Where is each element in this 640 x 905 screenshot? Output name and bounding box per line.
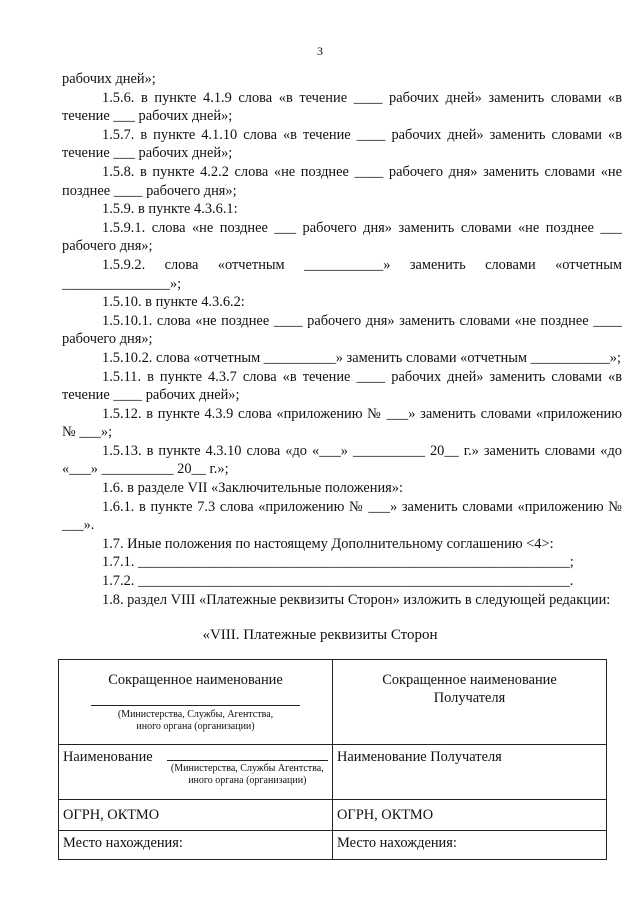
paragraph-2: 1.5.7. в пункте 4.1.10 слова «в течение ____ рабочих дней» заменить словами «в течение ___ рабочих дней»; bbox=[62, 126, 622, 162]
name-underline bbox=[167, 760, 328, 761]
table-cell bbox=[59, 831, 333, 860]
name-underline-block bbox=[167, 748, 328, 787]
table-cell bbox=[59, 800, 333, 831]
table-cell bbox=[59, 745, 333, 800]
table-cell bbox=[333, 660, 607, 745]
paragraph-3: 1.5.8. в пункте 4.2.2 слова «не позднее ____ рабочего дня» заменить словами «не позднее ____ рабочего дня»; bbox=[62, 163, 622, 199]
paragraph-6: 1.5.9.2. слова «отчетным ___________» заменить словами «отчетным _______________»; bbox=[62, 256, 622, 292]
page-number: 3 bbox=[317, 44, 323, 58]
table-row bbox=[59, 831, 607, 860]
table-row bbox=[59, 745, 607, 800]
recipient-location-label: Место нахождения: bbox=[337, 835, 457, 851]
recipient-ogrn-oktmo-label: ОГРН, ОКТМО bbox=[337, 807, 434, 823]
paragraph-16: 1.7.1. ____________________________________________________________; bbox=[102, 554, 574, 571]
paragraph-18: 1.8. раздел VIII «Платежные реквизиты Сторон» изложить в следующей редакции: bbox=[102, 591, 611, 608]
paragraph-8: 1.5.10.1. слова «не позднее ____ рабочего дня» заменить словами «не позднее ____ рабочего дня»; bbox=[62, 312, 622, 348]
paragraph-5: 1.5.9.1. слова «не позднее ___ рабочего дня» заменить словами «не позднее ___ рабочего дня»; bbox=[62, 219, 622, 255]
short-name-note: (Министерства, Службы, Агентства, иного органа (организации) bbox=[117, 709, 274, 732]
paragraph-14: 1.6.1. в пункте 7.3 слова «приложению № ___» заменить словами «приложению № ___». bbox=[62, 498, 622, 534]
table-row bbox=[59, 660, 607, 745]
paragraph-15: 1.7. Иные положения по настоящему Дополнительному соглашению <4>: bbox=[102, 535, 554, 552]
paragraph-4: 1.5.9. в пункте 4.3.6.1: bbox=[102, 201, 238, 218]
paragraph-7: 1.5.10. в пункте 4.3.6.2: bbox=[102, 294, 245, 311]
section-title: «VIII. Платежные реквизиты Сторон bbox=[202, 627, 438, 643]
recipient-short-name-label: Сокращенное наименование Получателя bbox=[382, 672, 557, 706]
name-row bbox=[63, 748, 328, 787]
table-row bbox=[59, 800, 607, 831]
requisites-table bbox=[58, 659, 607, 860]
paragraph-1: 1.5.6. в пункте 4.1.9 слова «в течение ____ рабочих дней» заменить словами «в течение ___ рабочих дней»; bbox=[62, 89, 622, 125]
paragraph-17: 1.7.2. ____________________________________________________________. bbox=[102, 573, 574, 590]
table-cell bbox=[333, 831, 607, 860]
paragraph-0: рабочих дней»; bbox=[62, 71, 156, 87]
table-cell bbox=[333, 745, 607, 800]
paragraph-10: 1.5.11. в пункте 4.3.7 слова «в течение ____ рабочих дней» заменить словами «в течение ____ рабочих дней»; bbox=[62, 368, 622, 404]
ogrn-oktmo-label: ОГРН, ОКТМО bbox=[63, 807, 160, 823]
recipient-name-label: Наименование Получателя bbox=[337, 749, 502, 765]
name-label: Наименование bbox=[63, 749, 153, 765]
paragraph-12: 1.5.13. в пункте 4.3.10 слова «до «___» __________ 20__ г.» заменить словами «до «___» __________ 20__ г.»; bbox=[62, 442, 622, 478]
short-name-underline bbox=[91, 705, 300, 706]
table-cell bbox=[333, 800, 607, 831]
name-note: (Министерства, Службы Агентства, иного органа (организации) bbox=[170, 763, 324, 786]
paragraph-11: 1.5.12. в пункте 4.3.9 слова «приложению № ___» заменить словами «приложению № ___»; bbox=[62, 405, 622, 441]
paragraph-13: 1.6. в разделе VII «Заключительные положения»: bbox=[102, 480, 403, 497]
document-body bbox=[62, 70, 622, 609]
location-label: Место нахождения: bbox=[63, 835, 183, 851]
table-cell bbox=[59, 660, 333, 745]
paragraph-9: 1.5.10.2. слова «отчетным __________» заменить словами «отчетным ___________»; bbox=[102, 349, 621, 366]
short-name-label: Сокращенное наименование bbox=[108, 672, 283, 688]
